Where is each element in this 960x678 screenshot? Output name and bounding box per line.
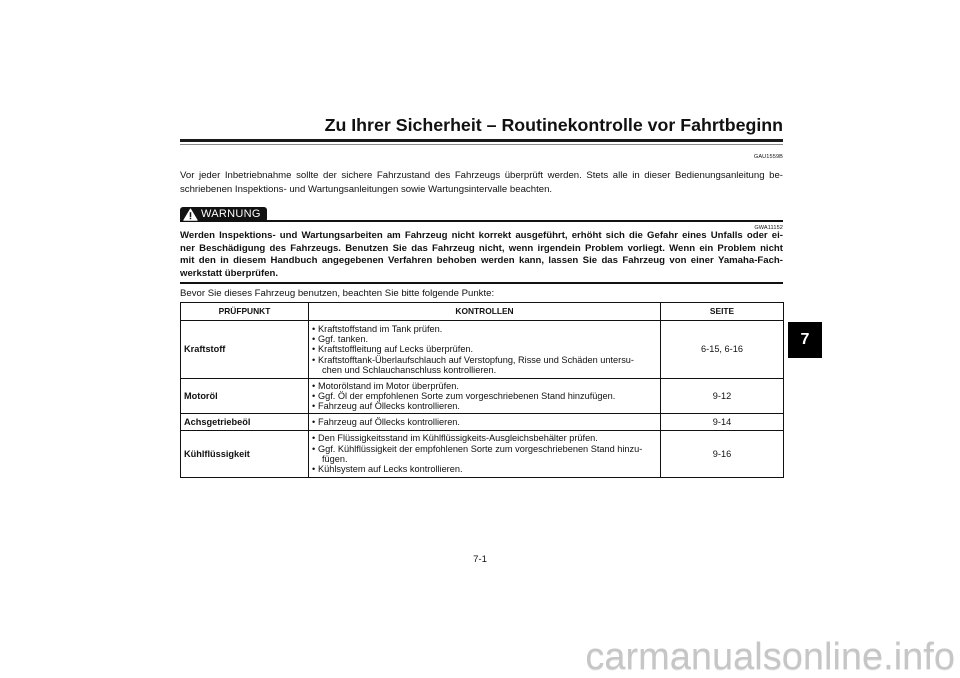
check-item: • Ggf. tanken. bbox=[312, 334, 657, 344]
checkpoint-cell bbox=[181, 414, 309, 431]
title-rule-thin bbox=[180, 144, 783, 145]
checkpoint-cell bbox=[181, 379, 309, 414]
checkpoint-label: Kraftstoff bbox=[184, 344, 226, 355]
checks-cell bbox=[309, 431, 661, 478]
check-item: • Ggf. Kühlflüssigkeit der empfohlenen Sorte zum vorgeschriebenen Stand hinzu- bbox=[312, 444, 657, 454]
page-reference: 9-16 bbox=[712, 448, 732, 459]
check-item: • Fahrzeug auf Öllecks kontrollieren. bbox=[312, 417, 657, 427]
check-item: • Kühlsystem auf Lecks kontrollieren. bbox=[312, 464, 657, 474]
column-header-checks bbox=[309, 303, 661, 321]
checks-cell bbox=[309, 414, 661, 431]
table-header-row bbox=[181, 303, 784, 321]
page-reference-cell bbox=[661, 431, 784, 478]
warning-reference-code: GWA11152 bbox=[754, 225, 783, 231]
column-header-label: PRÜFPUNKT bbox=[218, 306, 271, 317]
warning-rule bbox=[180, 220, 783, 222]
check-item: • Kraftstoffstand im Tank prüfen. bbox=[312, 324, 657, 334]
table-row bbox=[181, 321, 784, 379]
column-header-label: SEITE bbox=[709, 306, 735, 317]
warning-line: Werden Inspektions- und Wartungsarbeiten am Fahrzeug nicht korrekt ausgeführt, erhöht sich die Gefahr eines Unfalls oder ei- bbox=[180, 230, 783, 241]
warning-line: werkstatt überprüfen. bbox=[180, 267, 279, 279]
checkpoint-cell bbox=[181, 431, 309, 478]
check-item-continuation: chen und Schlauchanschluss kontrollieren. bbox=[322, 364, 497, 375]
warning-icon bbox=[183, 208, 198, 221]
page-number: 7-1 bbox=[473, 554, 487, 565]
checks-cell bbox=[309, 321, 661, 379]
intro-line: schriebenen Inspektions- und Wartungsanleitungen sowie Wartungsintervalle beachten. bbox=[180, 184, 553, 195]
page-title: Zu Ihrer Sicherheit – Routinekontrolle vor Fahrtbeginn bbox=[324, 115, 783, 135]
check-item: • Motorölstand im Motor überprüfen. bbox=[312, 381, 657, 391]
checkpoint-label: Motoröl bbox=[184, 390, 218, 401]
checkpoint-cell bbox=[181, 321, 309, 379]
warning-text bbox=[180, 230, 783, 280]
table-row bbox=[181, 431, 784, 478]
page-reference: 6-15, 6-16 bbox=[701, 344, 743, 355]
intro-reference-code: GAU1559B bbox=[753, 154, 783, 160]
check-item: • Kraftstoffleitung auf Lecks überprüfen. bbox=[312, 344, 657, 354]
column-header-page bbox=[661, 303, 784, 321]
check-item-continuation: fügen. bbox=[322, 454, 348, 464]
check-item: • Ggf. Öl der empfohlenen Sorte zum vorgeschriebenen Stand hinzufügen. bbox=[312, 391, 657, 401]
table-row bbox=[181, 414, 784, 431]
chapter-number: 7 bbox=[800, 331, 810, 348]
page-reference-cell bbox=[661, 321, 784, 379]
page-reference-cell bbox=[661, 414, 784, 431]
page-reference: 9-14 bbox=[712, 416, 732, 427]
checkpoint-label: Achsgetriebeöl bbox=[184, 416, 251, 427]
warning-line: mit den in diesem Handbuch angegebenen Verfahren behoben werden kann, lassen Sie das Fahrzeug von einer Yamaha-Fach- bbox=[180, 255, 783, 267]
intro-line: Vor jeder Inbetriebnahme sollte der sichere Fahrzustand des Fahrzeugs überprüft werden. Stets alle in dieser Bedienungsanleitung be- bbox=[180, 170, 783, 181]
intro-paragraph bbox=[180, 169, 783, 197]
warning-line: ner Beschädigung des Fahrzeugs. Benutzen Sie das Fahrzeug nicht, wenn irgendein Problem vorliegt. Wenn ein Problem nicht bbox=[180, 242, 783, 254]
inspection-table bbox=[180, 302, 784, 478]
column-header-checkpoint bbox=[181, 303, 309, 321]
checks-cell bbox=[309, 379, 661, 414]
title-rule bbox=[180, 139, 783, 142]
checkpoint-label: Kühlflüssigkeit bbox=[184, 448, 250, 459]
column-header-label: KONTROLLEN bbox=[455, 306, 514, 317]
page-reference-cell bbox=[661, 379, 784, 414]
table-row bbox=[181, 379, 784, 414]
checklist-lead: Bevor Sie dieses Fahrzeug benutzen, beachten Sie bitte folgende Punkte: bbox=[180, 288, 495, 299]
check-item: • Fahrzeug auf Öllecks kontrollieren. bbox=[312, 401, 657, 411]
watermark: carmanualsonline.info bbox=[585, 636, 955, 678]
check-item: • Kraftstofftank-Überlaufschlauch auf Verstopfung, Risse und Schäden untersu- bbox=[312, 355, 657, 365]
chapter-tab bbox=[788, 322, 822, 358]
page-reference: 9-12 bbox=[712, 390, 732, 401]
warning-end-rule bbox=[180, 282, 783, 284]
warning-label: WARNUNG bbox=[201, 208, 261, 220]
check-item: • Den Flüssigkeitsstand im Kühlflüssigkeits-Ausgleichsbehälter prüfen. bbox=[312, 433, 657, 443]
warning-badge bbox=[180, 207, 267, 222]
